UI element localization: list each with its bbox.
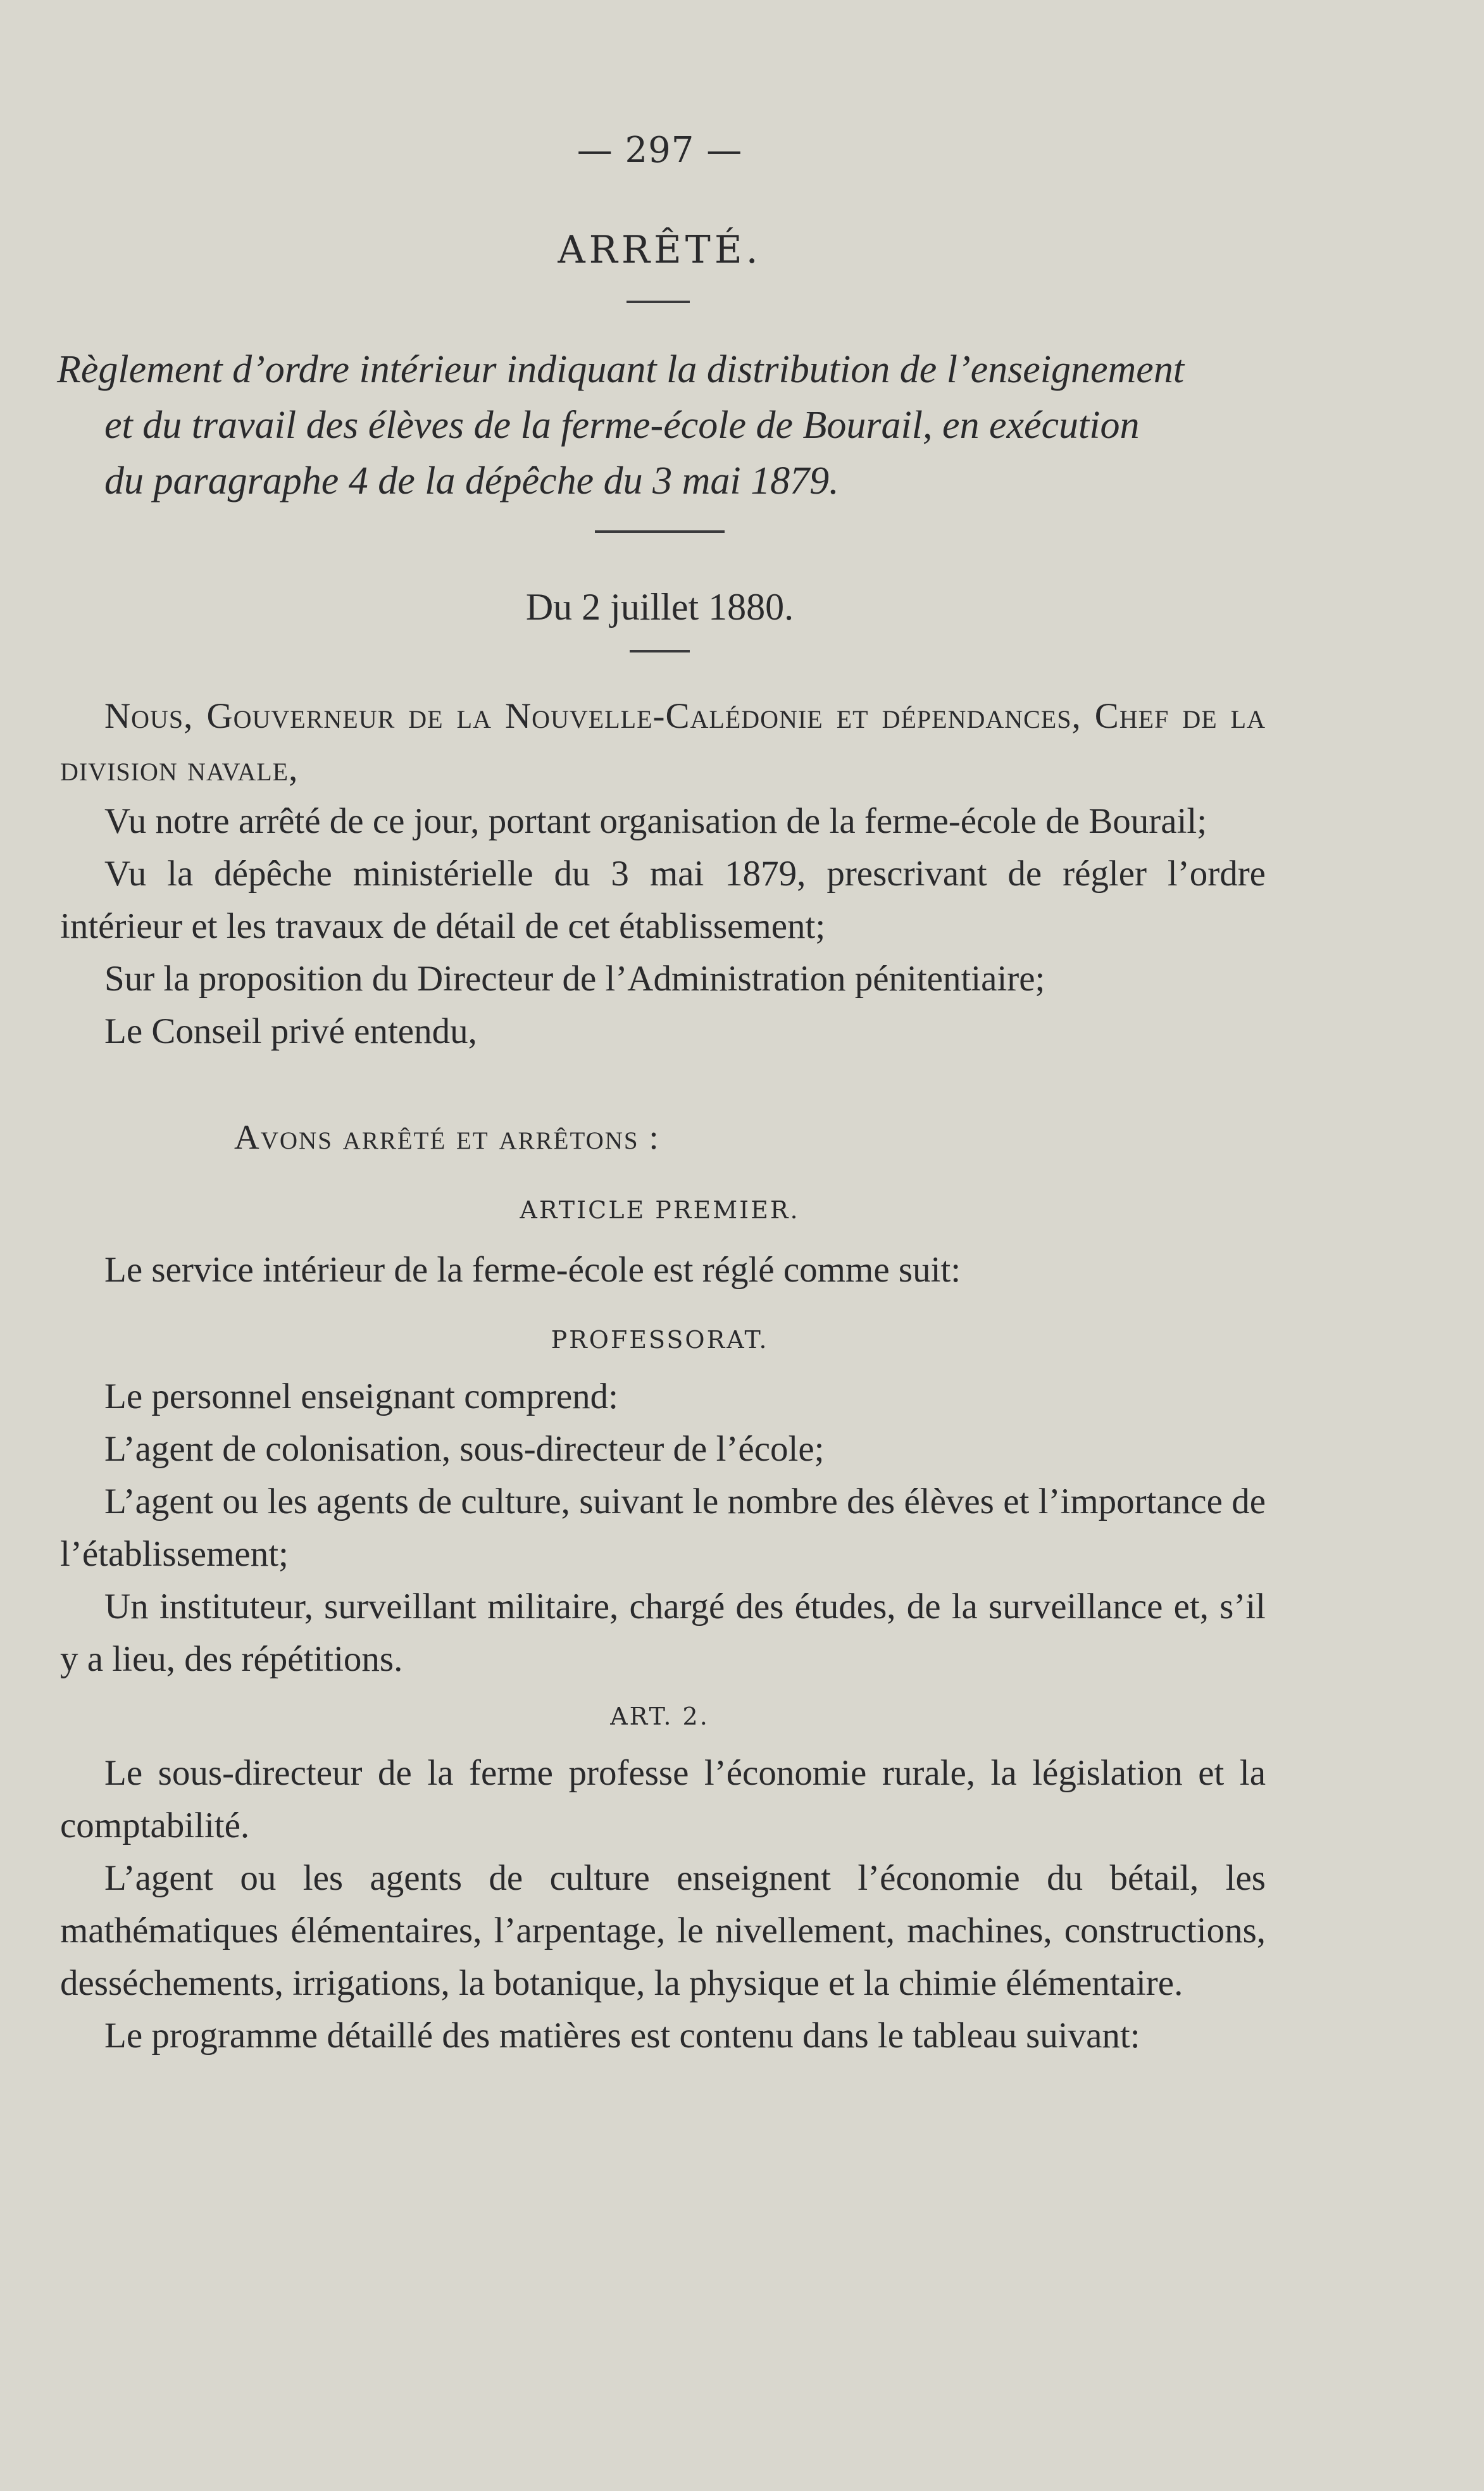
article-1-heading: ARTICLE PREMIER.: [520, 1196, 800, 1224]
preamble-paragraph-1: Vu notre arrêté de ce jour, portant organisation de la ferme-école de Bourail;: [104, 801, 1207, 841]
subtitle-line-1: Règlement d’ordre intérieur indiquant la distribution de l’enseignement: [57, 348, 1185, 391]
date-rule: [630, 650, 690, 652]
article-2-paragraph-1: Le sous-directeur de la ferme professe l’économie rurale, la législation et la comptabilité.: [60, 1753, 1266, 1845]
professorat-body: [60, 1370, 1266, 1685]
subtitle-rule: [595, 530, 725, 533]
preamble-paragraph-3: Sur la proposition du Directeur de l’Administration pénitentiaire;: [104, 959, 1045, 999]
document-subtitle: [57, 342, 1263, 509]
preamble-paragraph-4: Le Conseil privé entendu,: [104, 1011, 477, 1051]
professorat-paragraph-2: L’agent de colonisation, sous-directeur de l’école;: [104, 1429, 825, 1469]
subtitle-line-3: du paragraphe 4 de la dépêche du 3 mai 1879.: [104, 459, 839, 503]
professorat-paragraph-1: Le personnel enseignant comprend:: [104, 1377, 618, 1416]
preamble-heading: Nous, Gouverneur de la Nouvelle-Calédonie et dépendances, Chef de la division navale,: [60, 696, 1266, 789]
avons-arrete: Avons arrêté et arrêtons :: [234, 1118, 660, 1156]
article-2-paragraph-2: L’agent ou les agents de culture enseignent l’économie du bétail, les mathématiques élémentaires, l’arpentage, le nivellement, machines, constructions, desséchements, irrigations, la botanique, la physique et la chimie élémentaire.: [60, 1858, 1266, 2003]
professorat-heading: PROFESSORAT.: [551, 1326, 769, 1354]
preamble-paragraph-2: Vu la dépêche ministérielle du 3 mai 1879, prescrivant de régler l’ordre intérieur et les travaux de détail de cet établissement;: [60, 854, 1266, 946]
subtitle-line-2: et du travail des élèves de la ferme-école de Bourail, en exécution: [104, 404, 1140, 447]
title-rule: [627, 301, 690, 303]
article-1-paragraph: Le service intérieur de la ferme-école est réglé comme suit:: [104, 1250, 961, 1290]
document-date: Du 2 juillet 1880.: [525, 586, 794, 628]
article-1-body: [60, 1244, 1266, 1296]
article-2-paragraph-3: Le programme détaillé des matières est contenu dans le tableau suivant:: [104, 2016, 1140, 2056]
document-title: ARRÊTÉ.: [558, 228, 762, 272]
professorat-paragraph-3: L’agent ou les agents de culture, suivant le nombre des élèves et l’importance de l’établissement;: [60, 1482, 1266, 1574]
page-number: — 297 —: [577, 130, 743, 171]
article-2-heading: ART. 2.: [610, 1702, 709, 1730]
article-2-body: [60, 1747, 1266, 2062]
preamble: [60, 690, 1266, 1058]
professorat-paragraph-4: Un instituteur, surveillant militaire, chargé des études, de la surveillance et, s’il y a lieu, des répétitions.: [60, 1587, 1266, 1679]
